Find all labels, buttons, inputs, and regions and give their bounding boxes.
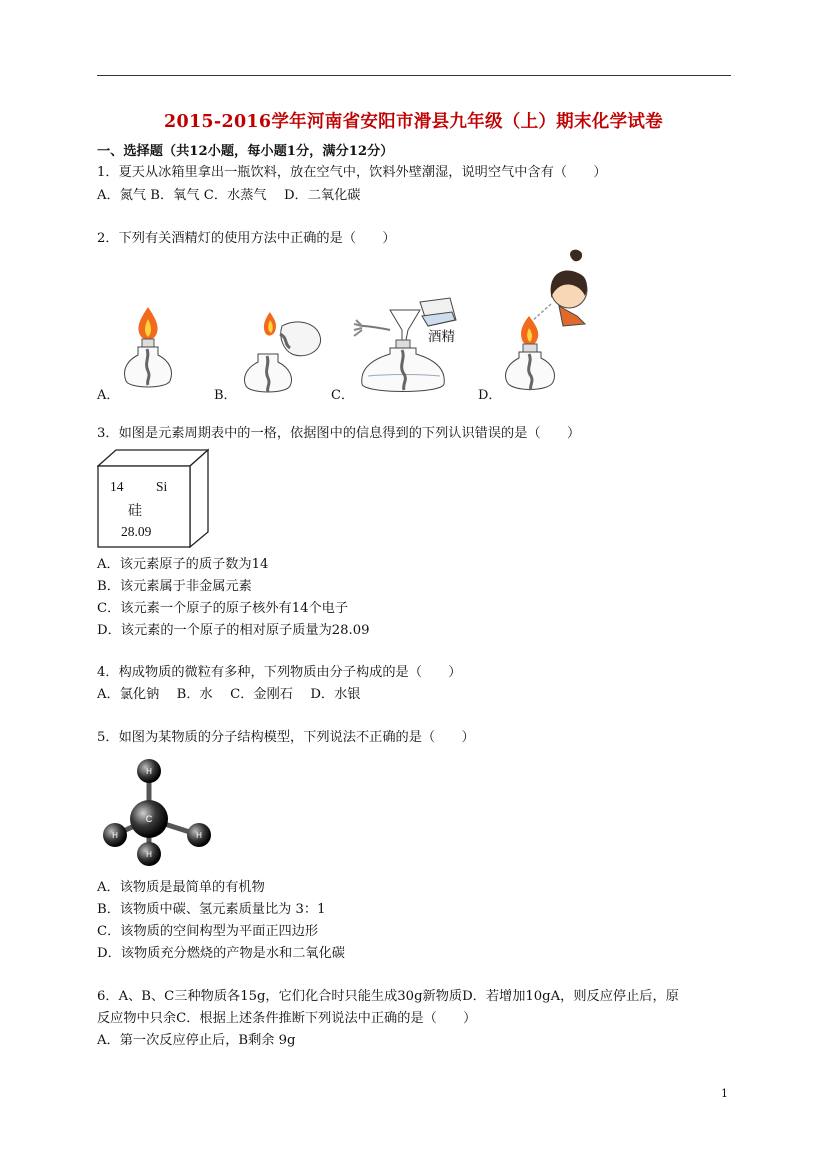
alcohol-lamp-figure-d bbox=[505, 246, 591, 398]
q4-options: A．氯化钠 B．水 C．金刚石 D．水银 bbox=[97, 687, 361, 702]
element-mass: 28.09 bbox=[121, 524, 152, 539]
element-symbol: Si bbox=[156, 479, 168, 494]
atom-h-bottom: H bbox=[146, 850, 152, 859]
methane-model bbox=[97, 757, 217, 873]
q2-label-d: D． bbox=[478, 388, 502, 403]
q5-option-c: C．该物质的空间构型为平面正四边形 bbox=[97, 924, 319, 939]
alcohol-lamp-figure-c bbox=[350, 296, 465, 400]
q1-options: A．氮气 B．氧气 C．水蒸气 D．二氧化碳 bbox=[97, 188, 361, 203]
q3-option-a: A．该元素原子的质子数为14 bbox=[97, 557, 269, 572]
atom-h-right: H bbox=[196, 831, 202, 840]
alcohol-lamp-figure-b bbox=[236, 308, 326, 396]
q2-label-a: A． bbox=[97, 388, 120, 403]
q3-stem: 3．如图是元素周期表中的一格，依据图中的信息得到的下列认识错误的是（ ） bbox=[97, 426, 581, 441]
q2-label-c: C． bbox=[331, 388, 354, 403]
q6-option-a: A．第一次反应停止后，B剩余 9g bbox=[97, 1033, 296, 1048]
q5-option-d: D．该物质充分燃烧的产物是水和二氧化碳 bbox=[97, 946, 345, 961]
q2-label-b: B． bbox=[214, 388, 237, 403]
page-number: 1 bbox=[721, 1087, 728, 1100]
q5-option-a: A．该物质是最简单的有机物 bbox=[97, 880, 265, 895]
q3-option-d: D．该元素的一个原子的相对原子质量为28.09 bbox=[97, 623, 370, 638]
alcohol-lamp-figure-a bbox=[118, 305, 178, 395]
q1-stem: 1．夏天从冰箱里拿出一瓶饮料，放在空气中，饮料外壁潮湿，说明空气中含有（ ） bbox=[97, 165, 607, 180]
atom-h-top: H bbox=[146, 767, 152, 776]
element-atomic-number: 14 bbox=[110, 479, 124, 494]
page-title: 2015-2016学年河南省安阳市滑县九年级（上）期末化学试卷 bbox=[164, 112, 663, 132]
q2-stem: 2．下列有关酒精灯的使用方法中正确的是（ ） bbox=[97, 231, 396, 246]
periodic-table-cell bbox=[97, 448, 209, 548]
q6-stem-line2: 反应物中只余C．根据上述条件推断下列说法中正确的是（ ） bbox=[97, 1011, 477, 1026]
q3-option-b: B．该元素属于非金属元素 bbox=[97, 579, 252, 594]
section-heading: 一、选择题（共12小题，每小题1分，满分12分） bbox=[97, 144, 394, 159]
q5-stem: 5．如图为某物质的分子结构模型，下列说法不正确的是（ ） bbox=[97, 730, 475, 745]
q6-stem-line1: 6．A、B、C三种物质各15g，它们化合时只能生成30g新物质D．若增加10gA，则反应停止后，原 bbox=[97, 989, 679, 1004]
q4-stem: 4．构成物质的微粒有多种，下列物质由分子构成的是（ ） bbox=[97, 665, 462, 680]
header-rule bbox=[97, 75, 731, 76]
q3-option-c: C．该元素一个原子的原子核外有14个电子 bbox=[97, 601, 349, 616]
atom-c-center: C bbox=[145, 814, 153, 824]
element-name: 硅 bbox=[128, 504, 142, 519]
q5-option-b: B．该物质中碳、氢元素质量比为 3：1 bbox=[97, 902, 326, 917]
alcohol-label: 酒精 bbox=[428, 329, 455, 345]
atom-h-left: H bbox=[112, 831, 118, 840]
